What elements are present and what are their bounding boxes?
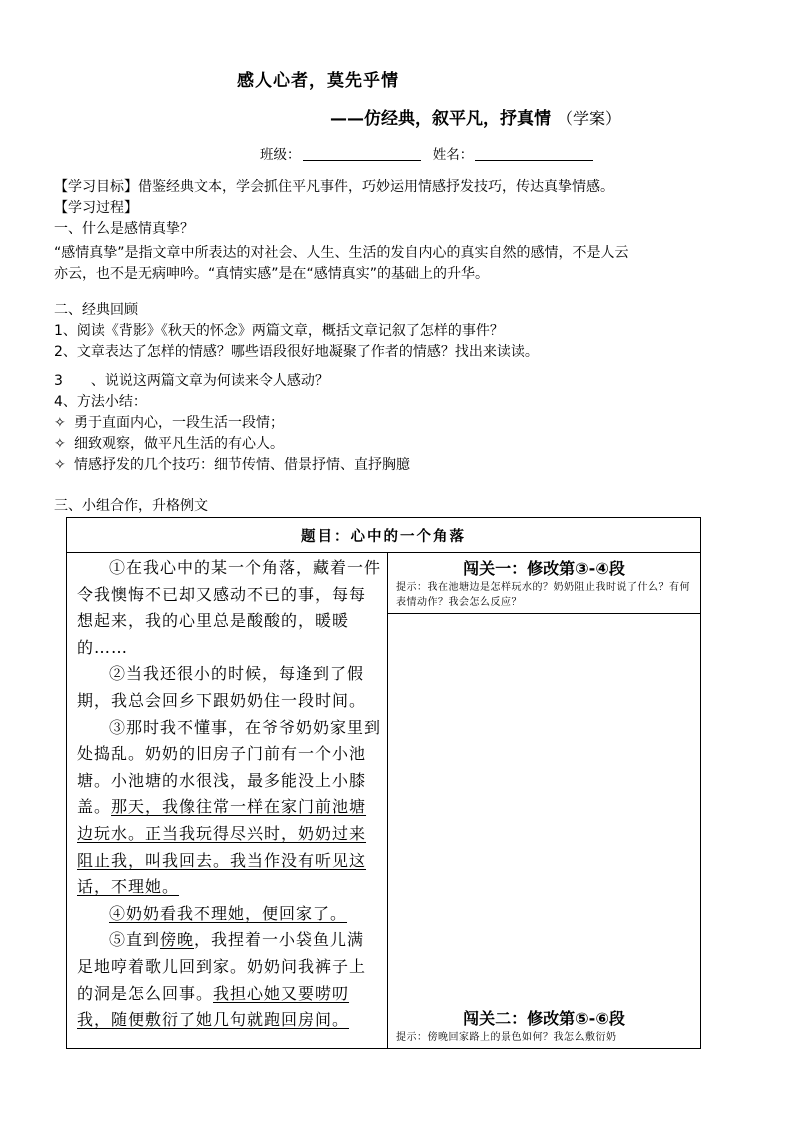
paragraph-5-dusk: 傍晚 [160,930,195,950]
question-2: 2、文章表达了怎样的情感？哪些语段很好地凝聚了作者的情感？找出来读读。 [54,344,539,360]
name-label: 姓名： [432,147,474,163]
diamond-bullet-icon: ✧ [54,415,66,431]
essay-text-cell [67,553,388,1049]
bullet-3-text: 情感抒发的几个技巧：细节传情、借景抒情、直抒胸臆 [74,457,410,473]
class-label: 班级： [260,147,301,163]
learning-goal: 【学习目标】借鉴经典文本，学会抓住平凡事件，巧妙运用情感抒发技巧，传达真挚情感。 [54,179,614,195]
learning-section [54,177,714,285]
paragraph-4-underlined: ④奶奶看我不理她，便回家了。 [109,903,348,923]
essay-paragraph-4 [77,901,381,928]
paragraph-5-start: ⑤直到 [109,930,161,950]
paragraph-5-underlined: 我担心她又要唠叨我，随便敷衍了她几句就跑回房间。 [77,983,350,1030]
name-blank[interactable] [475,146,593,161]
essay-paragraph-5 [77,927,381,1033]
bullet-1-text: 勇于直面内心，一段生活一段情； [74,415,284,431]
class-blank[interactable] [303,146,421,161]
document-title: 感人心者，莫先乎情 [237,71,399,91]
level-1-block [388,556,700,613]
level-1-answer-area[interactable] [388,613,700,992]
level-2-heading: 闯关二：修改第⑤-⑥段 [463,1009,625,1028]
bullet-2-text: 细致观察，做平凡生活的有心人。 [74,436,284,452]
paragraph-3-plain: ③那时我不懂事，在爷爷奶奶家里到处捣乱。奶奶的旧房子门前有一个小池塘。小池塘的水很浅，最多能没上小膝盖。 [77,717,382,817]
essay-topic: 题目：心中的一个角落 [67,518,701,553]
diamond-bullet-icon: ✧ [54,436,66,452]
method-bullet-1 [54,413,714,434]
method-bullet-3 [54,455,714,476]
level-1-heading: 闯关一：修改第③-④段 [463,559,625,578]
diamond-bullet-icon: ✧ [54,457,66,473]
classic-review-section [54,300,714,476]
paragraph-3-underlined: 那天，我像往常一样在家门前池塘边玩水。正当我玩得尽兴时，奶奶过来阻止我，叫我回去。我当作没有听见这话，不理她。 [77,797,367,897]
section-1-text-line-1: “感情真挚”是指文章中所表达的对社会、人生、生活的发自内心的真实自然的感情，不是人云 [54,245,629,261]
learning-process: 【学习过程】 [54,200,138,216]
essay-revision-table [66,517,701,1049]
level-2-hint: 提示：傍晚回家路上的景色如何？我怎么敷衍奶 [396,1032,617,1043]
level-2-block [388,1003,700,1048]
section-2-heading: 二、经典回顾 [54,302,138,318]
essay-paragraph-3 [77,715,381,901]
method-bullet-2 [54,434,714,455]
question-3: 3 、说说这两篇文章为何读来令人感动？ [54,373,329,389]
section-1-text-line-2: 亦云，也不是无病呻吟。“真情实感”是在“感情真实”的基础上的升华。 [54,266,490,282]
level-1-hint: 提示：我在池塘边是怎样玩水的？奶奶阻止我时说了什么？有何表情动作？我会怎么反应？ [396,582,690,608]
question-1: 1、阅读《背影》《秋天的怀念》两篇文章，概括文章记叙了怎样的事件？ [54,323,504,339]
question-4: 4、方法小结： [54,394,147,410]
paragraph-5-mid: ，我捏着一小袋鱼儿满足地哼着歌儿回到家。奶奶问我裤子上的洞是怎么回事。 [77,930,367,1003]
subtitle-text: ——仿经典，叙平凡，抒真情 [330,109,551,129]
revision-tasks-cell [388,553,701,1049]
essay-paragraph-1: ①在我心中的某一个角落，藏着一件令我懊悔不已却又感动不已的事，每每想起来，我的心里总是酸酸的，暖暖的…… [77,558,382,657]
essay-paragraph-2: ②当我还很小的时候，每逢到了假期，我总会回乡下跟奶奶住一段时间。 [77,664,367,710]
section-1-heading: 一、什么是感情真挚？ [54,221,194,237]
student-info-line [260,143,601,163]
subtitle-note: （学案） [557,109,622,128]
document-subtitle [330,104,621,129]
section-3-heading: 三、小组合作，升格例文 [54,498,208,514]
